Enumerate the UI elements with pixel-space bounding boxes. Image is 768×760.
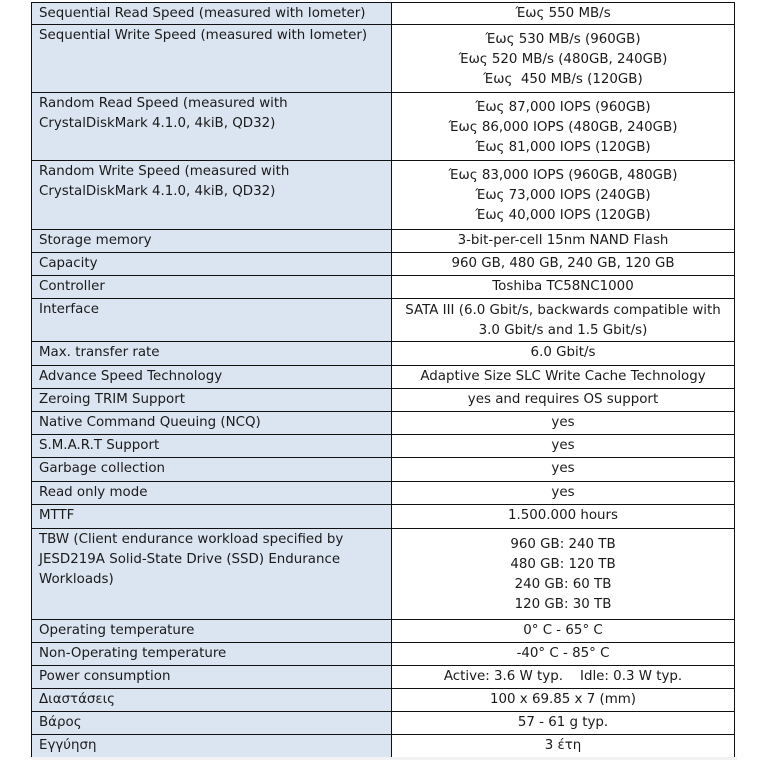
spec-value: 1.500.000 hours [507, 508, 619, 523]
spec-label-cell [32, 712, 392, 735]
spec-label-cell [32, 505, 392, 529]
table-row [32, 366, 735, 389]
table-row [32, 25, 735, 93]
spec-value: Έως 87,000 IOPS (960GB) [475, 99, 651, 115]
table-row [32, 482, 735, 505]
spec-label: Sequential Read Speed (measured with Iometer) [39, 6, 366, 21]
spec-value-cell [392, 161, 735, 230]
table-row [32, 299, 735, 342]
table-row [32, 389, 735, 412]
spec-value-cell [392, 529, 735, 620]
spec-value-cell [392, 230, 735, 253]
spec-value: 3-bit-per-cell 15nm NAND Flash [457, 233, 669, 248]
table-row [32, 253, 735, 276]
spec-label: Power consumption [39, 669, 171, 684]
table-row [32, 435, 735, 458]
table-row [32, 689, 735, 712]
spec-value: yes [551, 415, 575, 430]
spec-label-cell [32, 458, 392, 482]
spec-value-cell [392, 299, 735, 342]
spec-value-cell [392, 435, 735, 458]
spec-label-cell [32, 735, 392, 758]
spec-value: 960 GB: 240 TB [510, 537, 616, 552]
spec-label: TBW (Client endurance workload specified by [39, 532, 344, 547]
spec-value: Έως 450 MB/s (120GB) [483, 71, 643, 87]
spec-label-cell [32, 529, 392, 620]
spec-label: Max. transfer rate [39, 345, 160, 360]
spec-label-cell [32, 25, 392, 93]
table-row [32, 529, 735, 620]
table-row [32, 666, 735, 689]
spec-value: Έως 520 MB/s (480GB, 240GB) [458, 51, 668, 67]
spec-label-cell [32, 161, 392, 230]
spec-value-cell [392, 25, 735, 93]
spec-label: Διαστάσεις [39, 692, 116, 707]
spec-label: Controller [39, 279, 105, 294]
spec-value: 240 GB: 60 TB [514, 577, 612, 592]
table-row [32, 93, 735, 161]
table-row [32, 735, 735, 758]
spec-table-body [32, 3, 735, 758]
spec-label: Interface [39, 302, 99, 317]
spec-label-cell [32, 3, 392, 25]
spec-value: Έως 83,000 IOPS (960GB, 480GB) [448, 168, 678, 183]
spec-value: 3 έτη [544, 738, 582, 753]
spec-label: MTTF [39, 508, 75, 523]
spec-value: Έως 40,000 IOPS (120GB) [475, 208, 651, 223]
spec-label: Native Command Queuing (NCQ) [39, 415, 261, 430]
table-row [32, 643, 735, 666]
spec-value: -40° C - 85° C [516, 646, 610, 661]
spec-value-cell [392, 366, 735, 389]
spec-value: SATA III (6.0 Gbit/s, backwards compatible with [405, 303, 721, 318]
spec-value-cell [392, 342, 735, 366]
spec-value: Toshiba TC58NC1000 [492, 279, 634, 294]
spec-value: 100 x 69.85 x 7 (mm) [489, 692, 637, 707]
spec-value-cell [392, 712, 735, 735]
spec-label: Storage memory [39, 233, 152, 248]
spec-value: Έως 73,000 IOPS (240GB) [475, 188, 651, 203]
spec-value: yes [551, 485, 575, 500]
spec-label: Advance Speed Technology [39, 369, 223, 384]
spec-label-cell [32, 666, 392, 689]
spec-label-cell [32, 620, 392, 643]
spec-label-cell [32, 230, 392, 253]
table-row [32, 3, 735, 25]
spec-value-cell [392, 412, 735, 435]
spec-value-cell [392, 458, 735, 482]
table-row [32, 230, 735, 253]
spec-value-cell [392, 3, 735, 25]
spec-value: 480 GB: 120 TB [510, 557, 616, 572]
table-row [32, 712, 735, 735]
spec-label-cell [32, 253, 392, 276]
spec-value: yes and requires OS support [467, 392, 659, 407]
spec-label-cell [32, 276, 392, 299]
spec-label-cell [32, 435, 392, 458]
spec-label: Βάρος [39, 715, 82, 730]
spec-label: Random Read Speed (measured with [39, 96, 288, 111]
spec-value-cell [392, 666, 735, 689]
spec-label: Zeroing TRIM Support [39, 392, 185, 407]
spec-table [31, 2, 735, 758]
spec-value: yes [551, 461, 575, 476]
table-row [32, 458, 735, 482]
spec-label: Read only mode [39, 485, 148, 500]
spec-label-cell [32, 93, 392, 161]
spec-value: yes [551, 438, 575, 453]
spec-label: Workloads) [39, 572, 114, 587]
spec-label-cell [32, 643, 392, 666]
spec-value: Έως 86,000 IOPS (480GB, 240GB) [448, 119, 678, 135]
spec-value: Active: 3.6 W typ. Idle: 0.3 W typ. [443, 669, 683, 684]
spec-label: CrystalDiskMark 4.1.0, 4kiB, QD32) [39, 116, 276, 131]
spec-value: 960 GB, 480 GB, 240 GB, 120 GB [451, 256, 675, 271]
spec-value-cell [392, 620, 735, 643]
spec-label: Operating temperature [39, 623, 195, 638]
spec-label-cell [32, 389, 392, 412]
spec-label: Non-Operating temperature [39, 646, 227, 661]
spec-value-cell [392, 93, 735, 161]
spec-label: S.M.A.R.T Support [39, 438, 160, 453]
spec-label: Εγγύηση [39, 738, 97, 753]
spec-label: CrystalDiskMark 4.1.0, 4kiB, QD32) [39, 184, 276, 199]
spec-label: Capacity [39, 256, 98, 271]
spec-value: 120 GB: 30 TB [514, 597, 612, 612]
spec-value-cell [392, 389, 735, 412]
spec-label-cell [32, 342, 392, 366]
spec-value: 3.0 Gbit/s and 1.5 Gbit/s) [478, 323, 648, 338]
spec-label: Sequential Write Speed (measured with Iometer) [39, 28, 368, 43]
spec-label-cell [32, 412, 392, 435]
spec-label-cell [32, 482, 392, 505]
spec-value-cell [392, 276, 735, 299]
table-row [32, 620, 735, 643]
table-row [32, 342, 735, 366]
spec-value: Έως 530 MB/s (960GB) [485, 31, 641, 47]
spec-value: 57 - 61 g typ. [517, 715, 609, 730]
spec-value: Adaptive Size SLC Write Cache Technology [420, 369, 706, 384]
spec-value-cell [392, 735, 735, 758]
spec-value: Έως 550 MB/s [515, 6, 611, 21]
spec-value: 6.0 Gbit/s [530, 345, 596, 360]
spec-label: Garbage collection [39, 461, 166, 476]
spec-value: Έως 81,000 IOPS (120GB) [475, 139, 651, 155]
spec-value: 0° C - 65° C [523, 623, 603, 638]
table-row [32, 505, 735, 529]
spec-value-cell [392, 505, 735, 529]
table-row [32, 161, 735, 230]
table-row [32, 276, 735, 299]
spec-value-cell [392, 689, 735, 712]
spec-label-cell [32, 689, 392, 712]
table-row [32, 412, 735, 435]
spec-value-cell [392, 482, 735, 505]
spec-label-cell [32, 366, 392, 389]
spec-value-cell [392, 253, 735, 276]
spec-label: JESD219A Solid-State Drive (SSD) Endurance [39, 552, 341, 567]
spec-label: Random Write Speed (measured with [39, 164, 290, 179]
spec-value-cell [392, 643, 735, 666]
spec-label-cell [32, 299, 392, 342]
